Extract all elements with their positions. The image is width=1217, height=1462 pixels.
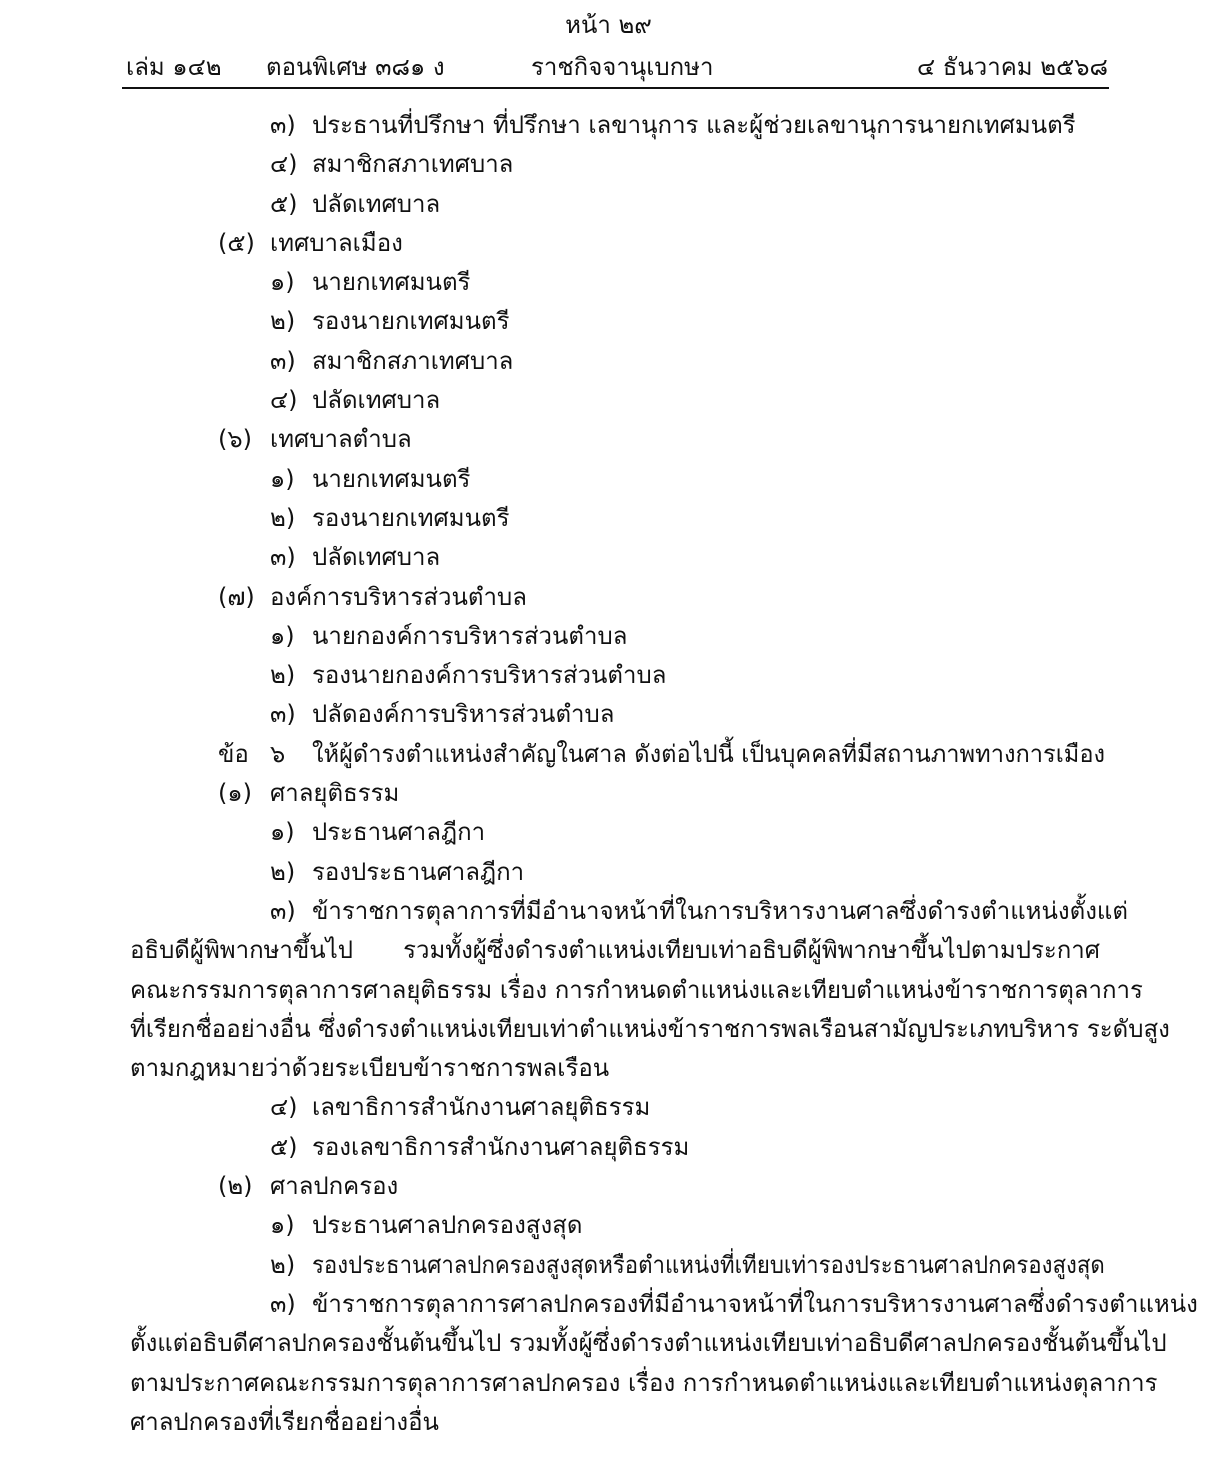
- section-heading: [0, 420, 1217, 459]
- item-number: ๑): [270, 818, 295, 847]
- item-number: ๒): [270, 1250, 296, 1279]
- section-title: เทศบาลเมือง: [270, 228, 403, 257]
- item-text: เลขาธิการสำนักงานศาลยุติธรรม: [312, 1093, 651, 1122]
- item-text: ประธานศาลปกครองสูงสุด: [312, 1211, 583, 1240]
- list-item: [0, 499, 1217, 538]
- publication-date: ๔ ธันวาคม ๒๕๖๘: [916, 53, 1108, 81]
- item-text: นายกเทศมนตรี: [312, 464, 471, 493]
- item-number: ๑): [270, 268, 295, 297]
- item-text: นายกองค์การบริหารส่วนตำบล: [312, 621, 628, 650]
- paragraph-line: [0, 1010, 1217, 1049]
- paragraph-text: ตามกฎหมายว่าด้วยระเบียบข้าราชการพลเรือน: [130, 1054, 610, 1083]
- item-number: ๕): [270, 189, 298, 218]
- item-text: สมาชิกสภาเทศบาล: [312, 346, 514, 375]
- item-number: ๓): [270, 1289, 296, 1318]
- list-item: [0, 695, 1217, 734]
- item-text: สมาชิกสภาเทศบาล: [312, 150, 514, 179]
- paragraph-text: คณะกรรมการตุลาการศาลยุติธรรม เรื่อง การกำหนดตำแหน่งและเทียบตำแหน่งข้าราชการตุลาการ: [130, 975, 1143, 1004]
- list-item: [0, 185, 1217, 224]
- gazette-header: [126, 50, 1108, 84]
- item-number: ๒): [270, 503, 296, 532]
- list-item: [0, 342, 1217, 381]
- item-text: นายกเทศมนตรี: [312, 268, 471, 297]
- paragraph-line: [0, 931, 1217, 970]
- list-item: [0, 1206, 1217, 1245]
- paragraph-line: [0, 1364, 1217, 1403]
- clause-label: ข้อ: [218, 739, 249, 768]
- item-number: ๓): [270, 346, 296, 375]
- list-item: [0, 381, 1217, 420]
- page-number: หน้า ๒๙: [565, 11, 652, 39]
- item-number: ๑): [270, 464, 295, 493]
- item-text: รองประธานศาลฎีกา: [312, 857, 525, 886]
- list-item: [0, 813, 1217, 852]
- item-number: ๓): [270, 111, 296, 139]
- item-number: ๓): [270, 896, 296, 925]
- list-item: [0, 1246, 1217, 1285]
- item-text: ประธานที่ปรึกษา ที่ปรึกษา เลขานุการ และผู้ช่วยเลขานุการนายกเทศมนตรี: [312, 111, 1076, 139]
- item-number: ๓): [270, 543, 296, 572]
- clause-text: ให้ผู้ดำรงตำแหน่งสำคัญในศาล ดังต่อไปนี้ เป็นบุคคลที่มีสถานภาพทางการเมือง: [312, 739, 1106, 768]
- paragraph-line: [0, 971, 1217, 1010]
- item-text: ปลัดองค์การบริหารส่วนตำบล: [312, 700, 615, 729]
- item-text: ปลัดเทศบาล: [312, 189, 441, 218]
- section-title: องค์การบริหารส่วนตำบล: [270, 582, 527, 611]
- list-item: [0, 302, 1217, 341]
- list-item: [0, 656, 1217, 695]
- item-text: รองประธานศาลปกครองสูงสุดหรือตำแหน่งที่เทียบเท่ารองประธานศาลปกครองสูงสุด: [312, 1250, 1105, 1279]
- item-text: รองนายกเทศมนตรี: [312, 307, 510, 336]
- item-number: ๒): [270, 857, 296, 886]
- list-item: [0, 145, 1217, 184]
- section-title: ศาลปกครอง: [270, 1172, 399, 1201]
- list-item: [0, 1088, 1217, 1127]
- list-item: [0, 106, 1217, 145]
- gazette-name: ราชกิจจานุเบกษา: [531, 53, 714, 81]
- issue-label: ตอนพิเศษ ๓๘๑ ง: [266, 53, 445, 81]
- clause-heading: [0, 735, 1217, 774]
- item-text: รองนายกองค์การบริหารส่วนตำบล: [312, 661, 667, 690]
- paragraph-text: อธิบดีผู้พิพากษาขึ้นไป รวมทั้งผู้ซึ่งดำรงตำแหน่งเทียบเท่าอธิบดีผู้พิพากษาขึ้นไปตามประกาศ: [130, 936, 1100, 965]
- paragraph-text: ตามประกาศคณะกรรมการตุลาการศาลปกครอง เรื่อง การกำหนดตำแหน่งและเทียบตำแหน่งตุลาการ: [130, 1368, 1158, 1397]
- section-heading: [0, 578, 1217, 617]
- item-text: ปลัดเทศบาล: [312, 386, 441, 415]
- item-number: ๑): [270, 1211, 295, 1240]
- item-number: ๔): [270, 1093, 298, 1122]
- item-number: ๒): [270, 661, 296, 690]
- list-item: [0, 1128, 1217, 1167]
- paragraph-first-line: [0, 1285, 1217, 1324]
- section-number: (๕): [218, 228, 255, 257]
- item-text: ข้าราชการตุลาการที่มีอำนาจหน้าที่ในการบริหารงานศาลซึ่งดำรงตำแหน่งตั้งแต่: [312, 896, 1128, 925]
- list-item: [0, 538, 1217, 577]
- item-number: ๕): [270, 1132, 298, 1161]
- list-item: [0, 263, 1217, 302]
- list-item: [0, 853, 1217, 892]
- paragraph-text: ที่เรียกชื่ออย่างอื่น ซึ่งดำรงตำแหน่งเทียบเท่าตำแหน่งข้าราชการพลเรือนสามัญประเภทบริหาร ระดับสูง: [130, 1014, 1170, 1043]
- section-title: เทศบาลตำบล: [270, 425, 412, 454]
- section-number: (๒): [218, 1172, 253, 1201]
- list-item: [0, 617, 1217, 656]
- section-number: (๑): [218, 779, 252, 808]
- clause-number: ๖: [270, 739, 286, 768]
- item-text: ประธานศาลฎีกา: [312, 818, 486, 847]
- section-heading: [0, 1167, 1217, 1206]
- section-heading: [0, 774, 1217, 813]
- item-number: ๓): [270, 700, 296, 729]
- item-text: รองนายกเทศมนตรี: [312, 503, 510, 532]
- paragraph-text: ตั้งแต่อธิบดีศาลปกครองชั้นต้นขึ้นไป รวมทั้งผู้ซึ่งดำรงตำแหน่งเทียบเท่าอธิบดีศาลปกครองชั้นต้นขึ้นไป: [130, 1329, 1167, 1358]
- item-number: ๑): [270, 621, 295, 650]
- item-text: รองเลขาธิการสำนักงานศาลยุติธรรม: [312, 1132, 690, 1161]
- item-text: ข้าราชการตุลาการศาลปกครองที่มีอำนาจหน้าที่ในการบริหารงานศาลซึ่งดำรงตำแหน่ง: [312, 1289, 1198, 1318]
- section-number: (๗): [218, 582, 255, 611]
- paragraph-line: [0, 1403, 1217, 1442]
- paragraph-line: [0, 1324, 1217, 1363]
- document-body: [0, 106, 1217, 1442]
- paragraph-line: [0, 1049, 1217, 1088]
- volume-label: เล่ม ๑๔๒: [126, 53, 222, 81]
- item-number: ๔): [270, 386, 298, 415]
- item-number: ๒): [270, 307, 296, 336]
- item-text: ปลัดเทศบาล: [312, 543, 441, 572]
- section-title: ศาลยุติธรรม: [270, 779, 400, 808]
- list-item: [0, 460, 1217, 499]
- section-number: (๖): [218, 425, 252, 454]
- paragraph-first-line: [0, 892, 1217, 931]
- header-divider: [122, 87, 1109, 89]
- paragraph-text: ศาลปกครองที่เรียกชื่ออย่างอื่น: [130, 1407, 439, 1436]
- section-heading: [0, 224, 1217, 263]
- item-number: ๔): [270, 150, 298, 179]
